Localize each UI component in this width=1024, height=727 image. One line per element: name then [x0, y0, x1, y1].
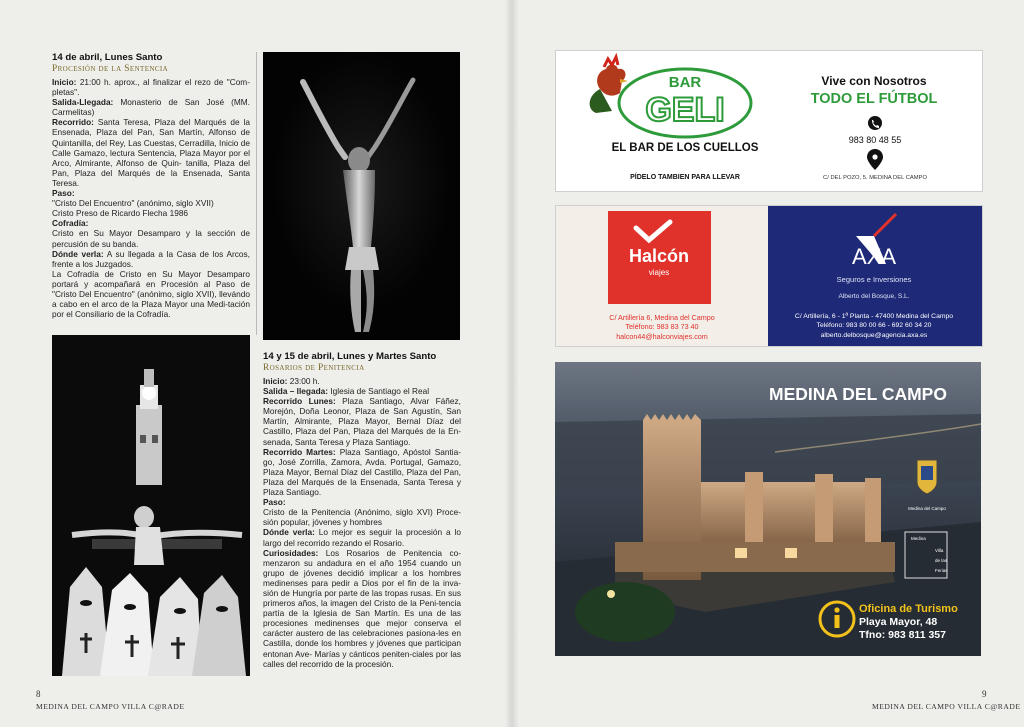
seal-small-4: Ferias	[935, 568, 948, 573]
paso-line-2: Cristo Preso de Ricardo Flecha 1986	[52, 208, 189, 219]
paso2-label: Paso:	[263, 497, 286, 508]
halcon-email: halcon44@halconviajes.com	[616, 332, 708, 341]
tourism-address: Playa Mayor, 48	[859, 616, 938, 628]
halcon-axa-ad	[555, 205, 983, 347]
curiosidades-value: Los Rosarios de Penitencia co-menzaron su andadura en el año 1954 cuando un grupo de jóvenes decidió implicar a los hombres medinenses para pedir a Dios por el fin de la inva-sión de Hungría por parte de las tropas rusas. En sus primeros años, la imagen del Cristo de la Peni-tencia partía de la Iglesia de San Martín. Es una de las procesiones medinenses que mejor conserva el carácter austero de las celebraciones pasiona-les en Castilla, donde los hombres y jóvenes que participan entonan Ave- Marías y cánticos peniten-ciales por las calles del recorrido de la procesión.	[263, 547, 461, 669]
cofradia-label: Cofradía:	[52, 218, 89, 229]
tourism-ad	[555, 362, 981, 656]
section1-date: 14 de abril, Lunes Santo	[52, 52, 163, 63]
inicio2-value: 23:00 h.	[287, 376, 320, 386]
recorrido-lunes-value: Plaza Santiago, Alvar Fáñez, Morejón, Doña Leonor, Plaza de San Agustín, San Martín, Almirante, Plaza Mayor, Bernal Díaz del Castillo, Plaza del Pan, Plaza del Marqués de la En-senada, Santa Teresa y Plaza Santiago.	[263, 396, 461, 447]
inicio-value: 21:00 h. aprox., al finalizar el rezo de "Com-pletas".	[52, 77, 250, 98]
rosarios-penitencia-text	[263, 351, 461, 669]
paso2-value: Cristo de la Penitencia (Anónimo, siglo XVI) Proce-sión popular, jóvenes y hombres	[263, 507, 461, 528]
axa-phone: Teléfono: 983 80 00 66 - 692 60 34 20	[816, 322, 932, 329]
recorrido-value: Santa Teresa, Plaza del Marqués de la Ensenada, Plaza del Pan, San Martín, Alfonso de Quintanilla, del Rey, Las Cuestas, Cerradilla, Inicio de Calle Gamazo, lectura Sentencia, Plaza Mayor por el Arco, Almirante, Alfonso de Quin- tanilla, Plaza del Pan, Plaza del Marqués de la Ensenada, Santa Teresa.	[52, 117, 250, 188]
salida-label: Salida-Llegada:	[52, 97, 114, 108]
recorrido-martes-value: Plaza Santiago, Apóstol Santia-go, José Zorrilla, Zamora, Avda. Portugal, Gamazo, Plaza Mayor, Bernal Díaz del Castillo, Plaza del Pan, Plaza del Marqués de la Ensenada, Santa Teresa y Plaza Santiago.	[263, 446, 461, 498]
donde-value: A su llegada a la Casa de los Arcos, frente a los Juzgados.	[52, 248, 250, 269]
paso-label: Paso:	[52, 188, 75, 199]
bar-phone: 983 80 48 55	[848, 135, 902, 145]
procesion-sentencia-text	[52, 52, 250, 319]
salida-value: Monasterio de San José (MM. Carmelitas)	[52, 97, 250, 118]
cofradia-value: Cristo en Su Mayor Desamparo y la sección de percusión de su banda.	[52, 228, 250, 249]
halcon-brand: Halcón	[628, 246, 690, 266]
section1-title: Procesión de la Sentencia	[52, 64, 169, 74]
paso-line-1: "Cristo Del Encuentro" (anónimo, siglo XVII)	[52, 198, 214, 209]
tourism-phone: Tfno: 983 811 357	[859, 629, 946, 641]
procession-night-photo	[52, 335, 250, 676]
tourism-office: Oficina de Turismo	[859, 603, 958, 615]
seal-text: Medina del Campo	[908, 506, 946, 511]
column-divider	[256, 52, 257, 335]
bar-brand: BAR	[668, 74, 702, 91]
bar-sub: PÍDELO TAMBIEN PARA LLEVAR	[630, 174, 740, 181]
donde-label: Dónde verla:	[52, 248, 104, 259]
axa-brand: AXA	[851, 244, 897, 269]
seal-small-1: Medina	[911, 536, 926, 541]
salida2-value: Iglesia de Santiago el Real	[328, 386, 430, 397]
salida2-label: Salida – llegada:	[263, 386, 329, 397]
page-fold	[505, 0, 519, 727]
halcon-phone: Teléfono: 983 83 73 40	[625, 322, 699, 331]
bar-tagline: EL BAR DE LOS CUELLOS	[611, 142, 759, 154]
phone-icon	[868, 116, 882, 130]
page-number-left: 8	[36, 689, 41, 699]
bar-name: GELI	[645, 91, 725, 129]
footer-left: MEDINA DEL CAMPO VILLA C@RADE	[36, 702, 185, 711]
axa-address: C/ Artillería, 6 - 1ª Planta - 47400 Medina del Campo	[794, 313, 954, 320]
recorrido-label: Recorrido:	[52, 117, 94, 128]
axa-line2: Alberto del Bosque, S.L.	[838, 293, 910, 300]
bar-headline2: TODO EL FÚTBOL	[810, 91, 938, 107]
donde2-value: Lo mejor es seguir la procesión a lo largo del recorrido rezando el Rosario.	[263, 527, 462, 548]
halcon-brand-sub: viajes	[648, 268, 670, 277]
axa-line1: Seguros e Inversiones	[836, 275, 912, 284]
recorrido-martes-label: Recorrido Martes:	[263, 446, 336, 457]
inicio-label: Inicio:	[52, 77, 77, 87]
bar-geli-ad	[555, 50, 983, 192]
location-pin-icon	[867, 149, 883, 170]
inicio2-label: Inicio:	[263, 376, 288, 386]
recorrido-lunes-label: Recorrido Lunes:	[263, 396, 336, 407]
crucifix-photo	[263, 52, 460, 340]
city-coat-of-arms-icon	[917, 460, 937, 494]
axa-email: alberto.delbosque@agencia.axa.es	[820, 332, 928, 339]
donde2-label: Dónde verla:	[263, 527, 315, 538]
bar-headline1: Vive con Nosotros	[821, 74, 927, 88]
footer-right: MEDINA DEL CAMPO VILLA C@RADE	[872, 702, 1021, 711]
tourism-title: MEDINA DEL CAMPO	[769, 384, 947, 404]
bar-address: C/ DEL POZO, 5. MEDINA DEL CAMPO	[823, 175, 927, 181]
extra-text: La Cofradía de Cristo en Su Mayor Desamparo portará y acompañará en Procesión al Paso de "Cristo Del Encuentro" (anónimo, siglo XVII), llevándo a cabo en el arco de la Plaza Mayor una Medi-tación por el Consiliario de la Cofradía.	[52, 268, 250, 320]
halcon-address: C/ Artillería 6, Medina del Campo	[609, 313, 715, 322]
section2-date: 14 y 15 de abril, Lunes y Martes Santo	[263, 351, 437, 362]
curiosidades-label: Curiosidades:	[263, 547, 319, 558]
section2-title: Rosarios de Penitencia	[263, 363, 365, 373]
seal-small-3: de las	[935, 558, 948, 563]
seal-small-2: Villa	[935, 548, 944, 553]
page-number-right: 9	[982, 689, 987, 699]
